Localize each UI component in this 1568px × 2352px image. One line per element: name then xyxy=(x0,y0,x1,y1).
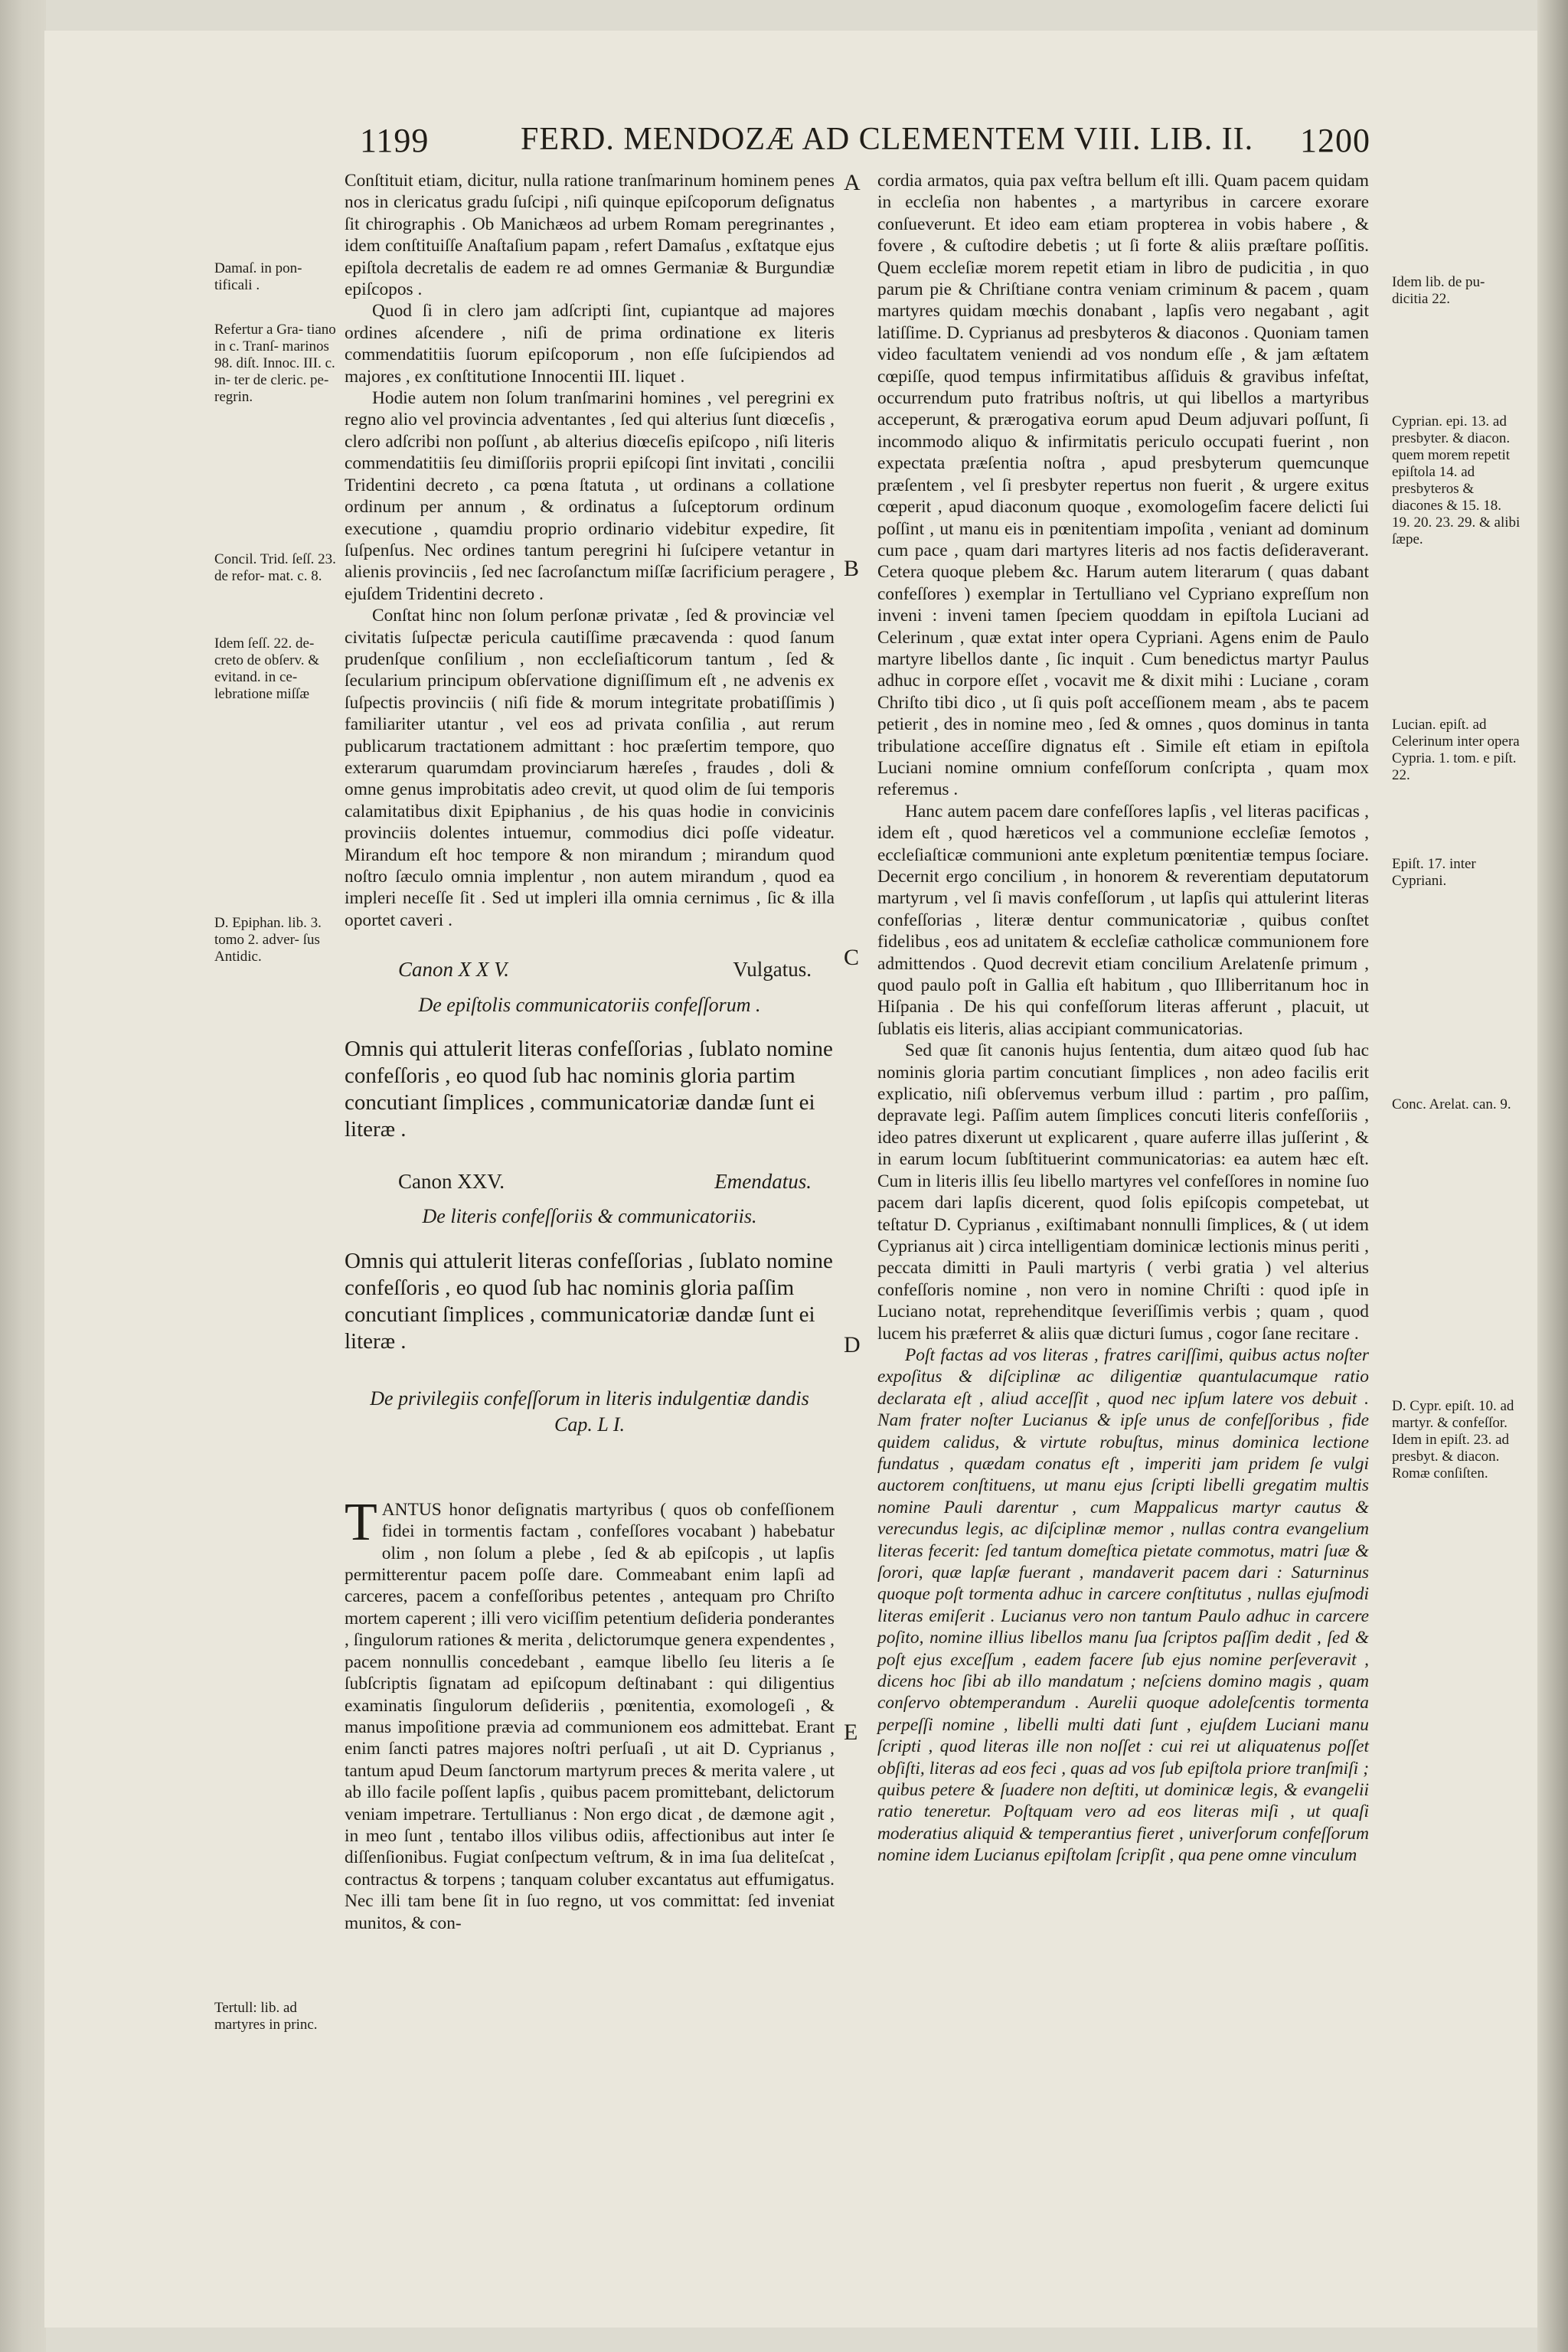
paragraph: ANTUS honor deſignatis martyribus ( quos ob confeſſionem fidei in tormentis factam , confeſſores vocabant ) habebatur olim , non ſolum a plebe , ſed & ab epiſcopis , ut lapſis permitterentur pacem poſſe dare. Commeabant enim lapſi ad carceres, pacem a confeſſoribus petentes , antequam pro Chriſto mortem caperent ; illi vero viciſſim petentium deſideria ponderantes , ſingulorum rationes & merita , delictorumque genera expendentes , pacem nonnullis concedebant , eamque libello ſeu literis a ſe ſubſcriptis ſignatam ad epiſcopum deſtinabant : qui diligentius examinatis ſingulorum deſideriis , pœnitentia, exomologeſi , & manus impoſitione prævia ad communionem eos admittebat. Erant enim ſancti patres majores noſtri perſuaſi , ut ait D. Cyprianus , tantum apud Deum ſanctorum martyrum preces & merita valere , ut ab illo facile poſſent lapſis , quibus pacem promittebant, delictorum veniam impetrare. Tertullianus : Non ergo dicat , de dæmone agit , in meo ſunt , tentabo illos vilibus odiis, affectionibus aut inter ſe diſſenſionibus. Fugiat conſpectum veſtrum, & in ima ſua deliteſcat , contractus & torpens ; tanquam coluber excantatus aut effumigatus. Nec illi tam bene ſit in ſuo regno, ut vos committat: ſed inveniat munitos, & con- xyxy=(345,1499,835,1933)
book-page-edges xyxy=(0,0,46,2352)
drop-cap: T xyxy=(345,1492,377,1552)
canon-kind: Emendatus. xyxy=(714,1170,812,1194)
section-letter: C xyxy=(844,945,860,970)
paragraph: Hanc autem pacem dare confeſſores lapſis , vel literas pacificas , idem eſt , quod hæreticos vel a communione eccleſiæ ſemotos , eccleſiaſticæ communioni ante expletum pœnitentiæ tempus ſociare. Decernit ergo concilium , in honorem & reverentiam deputatorum martyrum , vel ſi mavis confeſſorum , ut lapſis qui attulerint literas confeſſorias , literæ dentur communicatoriæ , quibus conſtet fidelibus , eos ad unitatem & eccleſiæ catholicæ communionem fore admittendos . Quod decrevit etiam concilium Arelatenſe primum , quod paulo poſt in Gallia eſt habitum , quo Illiberritanum hoc in Hiſpania . De his qui confeſſorum literas afferunt , placuit, ut ſublatis eis literis, alias accipiant communicatorias. xyxy=(877,801,1369,1039)
margin-note-left: Idem ſeſſ. 22. de- creto de obſerv. & evitand. in ce- lebratione miſſæ xyxy=(214,635,319,702)
quoted-letter: Poſt factas ad vos literas , fratres cariſſimi, quibus actus noſter expoſitus & diſciplinæ ac diligentiæ quantulacumque ratio declarata eſt , aliud acceſſit , quod nec ipſum latere vos debuit . Nam frater noſter Lucianus & ipſe unus de confeſſoribus , fide quidem calidus, & virtute robuſtus, minus dominica lectione fundatus , quædam conatus eſt , imperiti jam pridem ſe vulgi auctorem conſtituens, ut manu ejus ſcripti libelli gregatim multis nomine Pauli darentur , cum Mappalicus martyr cautus & verecundus legis, ac diſciplinæ memor , nullas contra evangelium literas fecerit: ſed tantum domeſtica pietate commotus, matri ſuæ & ſorori, quæ lapſæ fuerant , mandaverit pacem dari : Saturninus quoque poſt tormenta adhuc in carcere conſtitutus , nullas ejuſmodi literas emiſerit . Lucianus vero non tantum Paulo adhuc in carcere poſito, nomine illius libellos manu ſua ſcriptos paſſim dedit , ſed & poſt ejus exceſſum , eadem facere ſub ejus nomine perſeveravit , dicens hoc ſibi ab illo mandatum ; neſciens domino magis , quam conſervo obtemperandum . Aurelii quoque adoleſcentis tormenta perpeſſi nomine , libelli multi dati ſunt , ejuſdem Luciani manu ſcripti , quod literas ille non noſſet : cui rei ut aliquatenus poſſet obſiſti, literas ad eos feci , quas ad vos ſub epiſtola priore tranſmiſi ; quibus petere & ſuadere non deſtiti, ut dominicæ legis, & evangelii ratio teneretur. Poſtquam vero ad eos literas miſi , ut quaſi moderatius aliquid & temperantius fieret , univerſorum confeſſorum nomine idem Lucianus epiſtolam ſcripſit , qua pene omne vinculum xyxy=(877,1344,1369,1866)
margin-note-right: Idem lib. de pu- dicitia 22. xyxy=(1392,274,1485,307)
canon-subtitle: De literis confeſſoriis & communicatoriis. xyxy=(422,1205,757,1228)
right-text-column xyxy=(877,170,1369,1867)
chapter-title: De privilegiis confeſſorum in literis indulgentiæ dandis Cap. L I. xyxy=(370,1387,809,1436)
canon-label: Canon XXV. xyxy=(398,1170,505,1194)
paragraph: Sed quæ ſit canonis hujus ſententia, dum aitæo quod ſub hac nominis gloria partim concutiant ſimplices , non adeo facilis erit explicatio, niſi obſervemus verbum illud : partim , pro paſſim, depravate legi. Paſſim autem ſimplices concuti literis confeſſoriis , ideo patres dixerunt ut explicarent , quare auferre illas juſſerint , & in earum locum ſubſtituerint communicatorias: ea autem hæc eſt. Cum in literis illis ſeu libello martyres vel confeſſores in nomine ſuo pacem dari lapſis dicerent, quod ſolis epiſcopis competebat, ut teſtatur D. Cyprianus , exiſtimabant nonnulli ſimplices, & ( ut idem Cyprianus ait ) circa intelligentiam dominicæ lectionis minus periti , peccata dimitti in Pauli martyris ( verbi gratia ) vel alterius confeſſoris nomine , non vero in nomine Chriſti : quod ipſe in Luciano notat, reprehenditque ſeveriſſimis verbis ; quam , quod lucem his præferret & aliis quæ dicturi ſumus , cogor ſane recitare . xyxy=(877,1040,1369,1344)
margin-note-left: Refertur a Gra- tiano in c. Tranſ- marinos 98. diſt. Innoc. III. c. in- ter de cleric. pe- regrin. xyxy=(214,322,336,405)
margin-note-right: Cyprian. epi. 13. ad presbyter. & diacon. quem morem repetit epiſtola 14. ad presbyteros & diacones & 15. 18. 19. 20. 23. 29. & alibi ſæpe. xyxy=(1392,413,1521,547)
paragraph: Quod ſi in clero jam adſcripti ſint, cupiantque ad majores ordines aſcendere , niſi de prima ordinatione ex literis commendatitiis ſuorum epiſcoporum , non eſſe ſuſcipiendos ad majores , ex conſtitutione Innocentii III. liquet . xyxy=(345,301,835,387)
canon-heading xyxy=(398,959,812,980)
canon-heading xyxy=(398,1171,812,1192)
margin-note-left: D. Epiphan. lib. 3. tomo 2. adver- ſus Antidic. xyxy=(214,915,322,965)
book-spine-shadow xyxy=(1537,0,1568,2352)
margin-note-right: Epiſt. 17. inter Cypriani. xyxy=(1392,856,1476,889)
canon-label: Canon X X V. xyxy=(398,958,510,982)
paragraph: Conſtat hinc non ſolum perſonæ privatæ , ſed & provinciæ vel civitatis ſuſpectæ pericula cautiſſime præcavenda : quod ſanum prudenſque conſilium , non eccleſiaſticorum tantum , ſed & ſecularium principum obſervatione digniſſimum eſt , ne advenis ex ſuſpectis provinciis ( niſi fide & morum integritate probatiſſimis ) familiariter utantur , vel eos ad privata conſilia , aut rerum publicarum tractationem admittant : hoc præſertim tempore, quo exterarum quarumdam provinciarum hæreſes , fraudes , doli & omne genus improbitatis adeo crevit, ut quod olim de ſui temporis calamitatibus dixit Epiphanius , de his quas hodie in convicinis provinciis dolentes intuemur, commodius dici poſſe videatur. Mirandum eſt hoc tempore & non mirandum ; mirandum quod noſtro ſæculo omnia implentur , non autem mirandum , quod ea impleri neceſſe ſit . Sed ut impleri illa omnia cernimus , ſic & illa oportet caveri . xyxy=(345,606,835,930)
margin-note-left: Concil. Trid. ſeſſ. 23. de refor- mat. c. 8. xyxy=(214,551,336,584)
margin-note-left: Tertull: lib. ad martyres in princ. xyxy=(214,2000,318,2033)
margin-note-left: Damaſ. in pon- tificali . xyxy=(214,260,302,293)
margin-note-right: Conc. Arelat. can. 9. xyxy=(1392,1096,1511,1112)
canon-text: Omnis qui attulerit literas confeſſorias , ſublato nomine confeſſoris , eo quod ſub hac nominis gloria partim concutiant ſimplices , communicatoriæ dandæ ſunt ei literæ . xyxy=(345,1037,833,1142)
left-text-column xyxy=(345,170,835,1934)
page-number-right: 1200 xyxy=(1300,122,1370,159)
margin-note-right: D. Cypr. epiſt. 10. ad martyr. & confeſſor. Idem in epiſt. 23. ad presbyt. & diacon. Romæ conſiſten. xyxy=(1392,1398,1514,1481)
section-letter: E xyxy=(844,1720,858,1745)
paragraph: Conſtituit etiam, dicitur, nulla ratione tranſmarinum hominem penes nos in clericatus gradu ſuſcipi , niſi quinque epiſcoporum deſignatus ſit chirographis . Ob Manichæos ad urbem Romam peregrinantes , idem conſtituiſſe Anaſtaſium papam , refert Damaſus , exſtatque ejus epiſtola decretalis de eadem re ad omnes Germaniæ & Burgundiæ epiſcopos . xyxy=(345,171,835,300)
paragraph: cordia armatos, quia pax veſtra bellum eſt illi. Quam pacem quidam in eccleſia non habentes , a martyribus in carcere exorare conſueverunt. Et ideo eam etiam propterea in vobis habere , & fovere , & cuſtodire debetis ; ut ſi forte & aliis præſtare poſſitis. Quem eccleſiæ morem repetit etiam in libro de pudicitia , in quo parum pie & Chriſtiane contra veniam criminum & pacem , quam martyres quidam mœchis donabant , lapſis vero negabant , agit latiſſime. D. Cyprianus ad presbyteros & diaconos . Quoniam tamen video facultatem veniendi ad vos nondum eſſe , & jam æſtatem cœpiſſe, quod tempus infirmitatibus aſſiduis & gravibus infeſtat, occurrendum puto fratribus noſtris, ut qui libellos a martyribus acceperunt, & prærogativa eorum apud Deum adjuvari poſſunt, ſi incommodo aliquo & infirmitatis periculo occupati fuerint , non expectata præſentia noſtra , apud presbyterum quemcunque præſentem , vel ſi presbyter repertus non fuerit , & urgere exitus cœperit , apud diaconum quoque , exomologeſim facere delicti ſui poſſint , ut manu eis in pœnitentiam impoſita , veniant ad dominum cum pace , quam dari martyres literis ad nos factis deſideraverant. Cetera quoque plebem &c. Harum autem literarum ( quas dabant confeſſores ) exemplar in Tertulliano vel Cypriano expreſſum non inveni : inveni tamen ſpeciem quoddam in epiſtola Luciani ad Celerinum , quæ extat inter opera Cypriani. Agens enim de Paulo martyre libellos dante , ſic inquit . Cum benedictus martyr Paulus adhuc in corpore eſſet , vocavit me & dixit mihi : Luciane , coram Chriſto tibi dico , ut ſi quis poſt acceſſionem meam , abs te pacem petierit , des in nomine meo , ſed & omnes , quos dominus in tanta tribulatione acceſſire dignatus eſt . Simile eſt etiam in epiſtola Luciani nomine omnium confeſſorum conſcripta , quam mox referemus . xyxy=(877,171,1369,800)
section-letter: D xyxy=(844,1332,861,1357)
section-letter: A xyxy=(844,170,861,195)
running-head xyxy=(360,121,1370,167)
canon-text: Omnis qui attulerit literas confeſſorias , ſublato nomine confeſſoris , eo quod ſub hac nominis gloria paſſim concutiant ſimplices , communicatoriæ dandæ ſunt ei literæ . xyxy=(345,1248,833,1354)
running-title: FERD. MENDOZÆ AD CLEMENTEM VIII. LIB. II. xyxy=(521,122,1254,157)
page-number-left: 1199 xyxy=(360,122,430,159)
margin-note-right: Lucian. epiſt. ad Celerinum inter opera Cypria. 1. tom. e piſt. 22. xyxy=(1392,717,1520,783)
section-letter: B xyxy=(844,556,860,581)
canon-kind: Vulgatus. xyxy=(733,958,812,982)
canon-subtitle: De epiſtolis communicatoriis confeſſorum . xyxy=(418,993,761,1016)
paragraph: Hodie autem non ſolum tranſmarini homines , vel peregrini ex regno alio vel provincia adventantes , ſed qui alterius ſunt diœceſis , clero adſcribi non poſſunt , ab alterius diœceſis epiſcopo , niſi literis commendatitiis ſeu dimiſſoriis proprii epiſcopi ſint invitati , concilii Tridentini decreto , ca pœna ſtatuta , ut ordinans a collatione ordinum per annum , & ordinatus a ſuſceptorum ordinum executione , quamdiu proprio ordinario videbitur expedire, ſit ſuſpenſus. Nec ordines tantum peregrini hi ſuſcipere vetantur in alienis provinciis , ſed nec ſacroſanctum miſſæ ſacrificium peragere , ejuſdem Tridentini decreto . xyxy=(345,388,835,604)
